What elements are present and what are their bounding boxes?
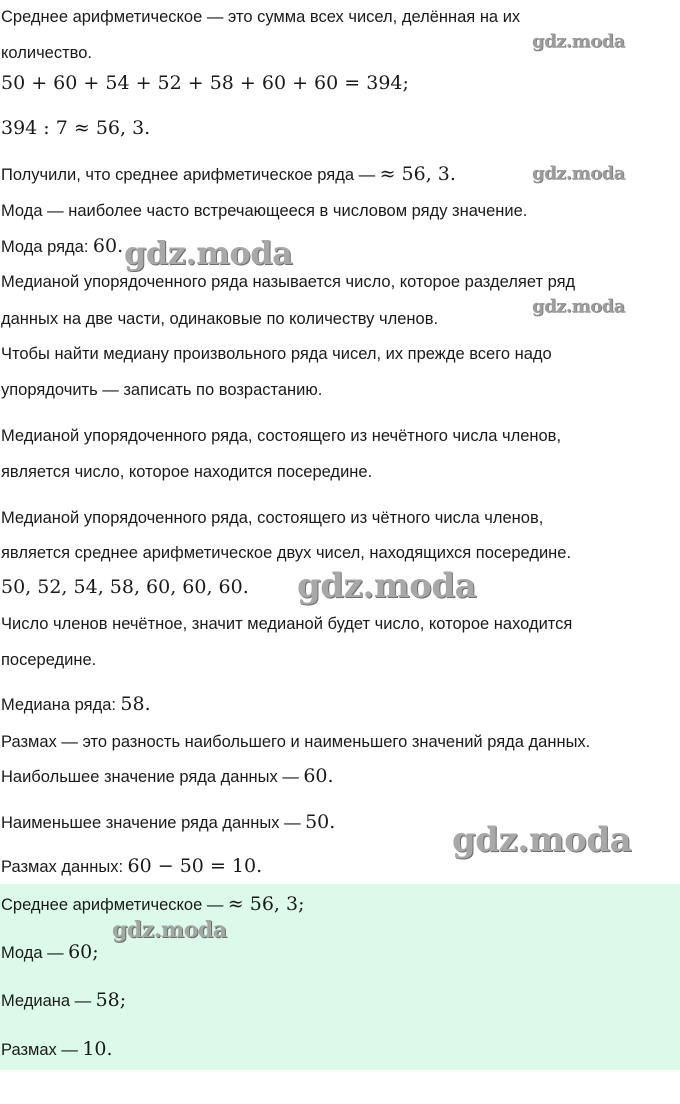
range-definition: Размах — это разность наибольшего и наименьшего значений ряда данных. [1,733,591,751]
min-value: 50. [305,811,336,833]
watermark: gdz.moda [124,234,293,272]
ordering-line-1: Чтобы найти медиану произвольного ряда чисел, их прежде всего надо [1,345,552,363]
watermark: gdz.moda [297,566,477,606]
answer-range-text: Размах — [1,1041,78,1059]
mode-value: 60. [92,235,124,257]
median-definition-line-1: Медианой упорядоченного ряда называется число, которое разделяет ряд [1,273,576,291]
watermark: gdz.moda [452,820,632,860]
answer-mean-text: Среднее арифметическое — [1,896,224,914]
answer-mode-text: Мода — [1,944,64,962]
sorted-series: 50, 52, 54, 58, 60, 60, 60. [1,576,249,598]
max-value: 60. [303,765,334,787]
answer-mode-line [1,941,99,963]
answer-range-value: 10. [82,1038,113,1060]
mean-result-value: ≈ 56, 3. [379,163,456,185]
answer-mode-value: 60; [68,941,99,963]
answer-mean-line [1,893,305,915]
median-value: 58. [120,693,151,715]
watermark: gdz.moda [532,163,625,184]
answer-median-text: Медиана — [1,992,92,1010]
max-text: Наибольшее значение ряда данных — [1,768,299,786]
mean-result-text: Получили, что среднее арифметическое ряда — [1,166,376,184]
mode-line [1,235,123,257]
watermark: gdz.moda [112,917,227,943]
median-line [1,693,151,715]
division-expression: 394 : 7 ≈ 56, 3. [1,117,151,139]
min-text: Наименьшее значение ряда данных — [1,814,301,832]
mean-result-line [1,163,456,185]
mean-definition-line-2: количество. [1,44,92,62]
watermark: gdz.moda [532,296,625,317]
median-definition-line-2: данных на две части, одинаковые по количеству членов. [1,310,439,328]
watermark: gdz.moda [532,31,625,52]
mean-definition-line-1: Среднее арифметическое — это сумма всех чисел, делённая на их [1,8,521,26]
mode-definition: Мода — наиболее часто встречающееся в числовом ряду значение. [1,202,528,220]
odd-median-line-2: является число, которое находится посередине. [1,463,373,481]
min-line [1,811,335,833]
mode-text: Мода ряда: [1,238,89,256]
max-line [1,765,334,787]
even-median-line-1: Медианой упорядоченного ряда, состоящего из чётного числа членов, [1,509,544,527]
range-expression: 60 − 50 = 10. [127,855,263,877]
answer-mean-value: ≈ 56, 3; [227,893,305,915]
answer-median-value: 58; [95,989,127,1011]
answer-median-line [1,989,126,1011]
range-text: Размах данных: [1,858,124,876]
odd-count-line-2: посередине. [1,651,97,669]
answer-range-line [1,1038,113,1060]
even-median-line-2: является среднее арифметическое двух чисел, находящихся посередине. [1,544,572,562]
odd-count-line-1: Число членов нечётное, значит медианой будет число, которое находится [1,615,573,633]
odd-median-line-1: Медианой упорядоченного ряда, состоящего из нечётного числа членов, [1,427,562,445]
ordering-line-2: упорядочить — записать по возрастанию. [1,381,323,399]
median-text: Медиана ряда: [1,696,116,714]
sum-expression: 50 + 60 + 54 + 52 + 58 + 60 + 60 = 394; [1,72,409,94]
range-line [1,855,262,877]
